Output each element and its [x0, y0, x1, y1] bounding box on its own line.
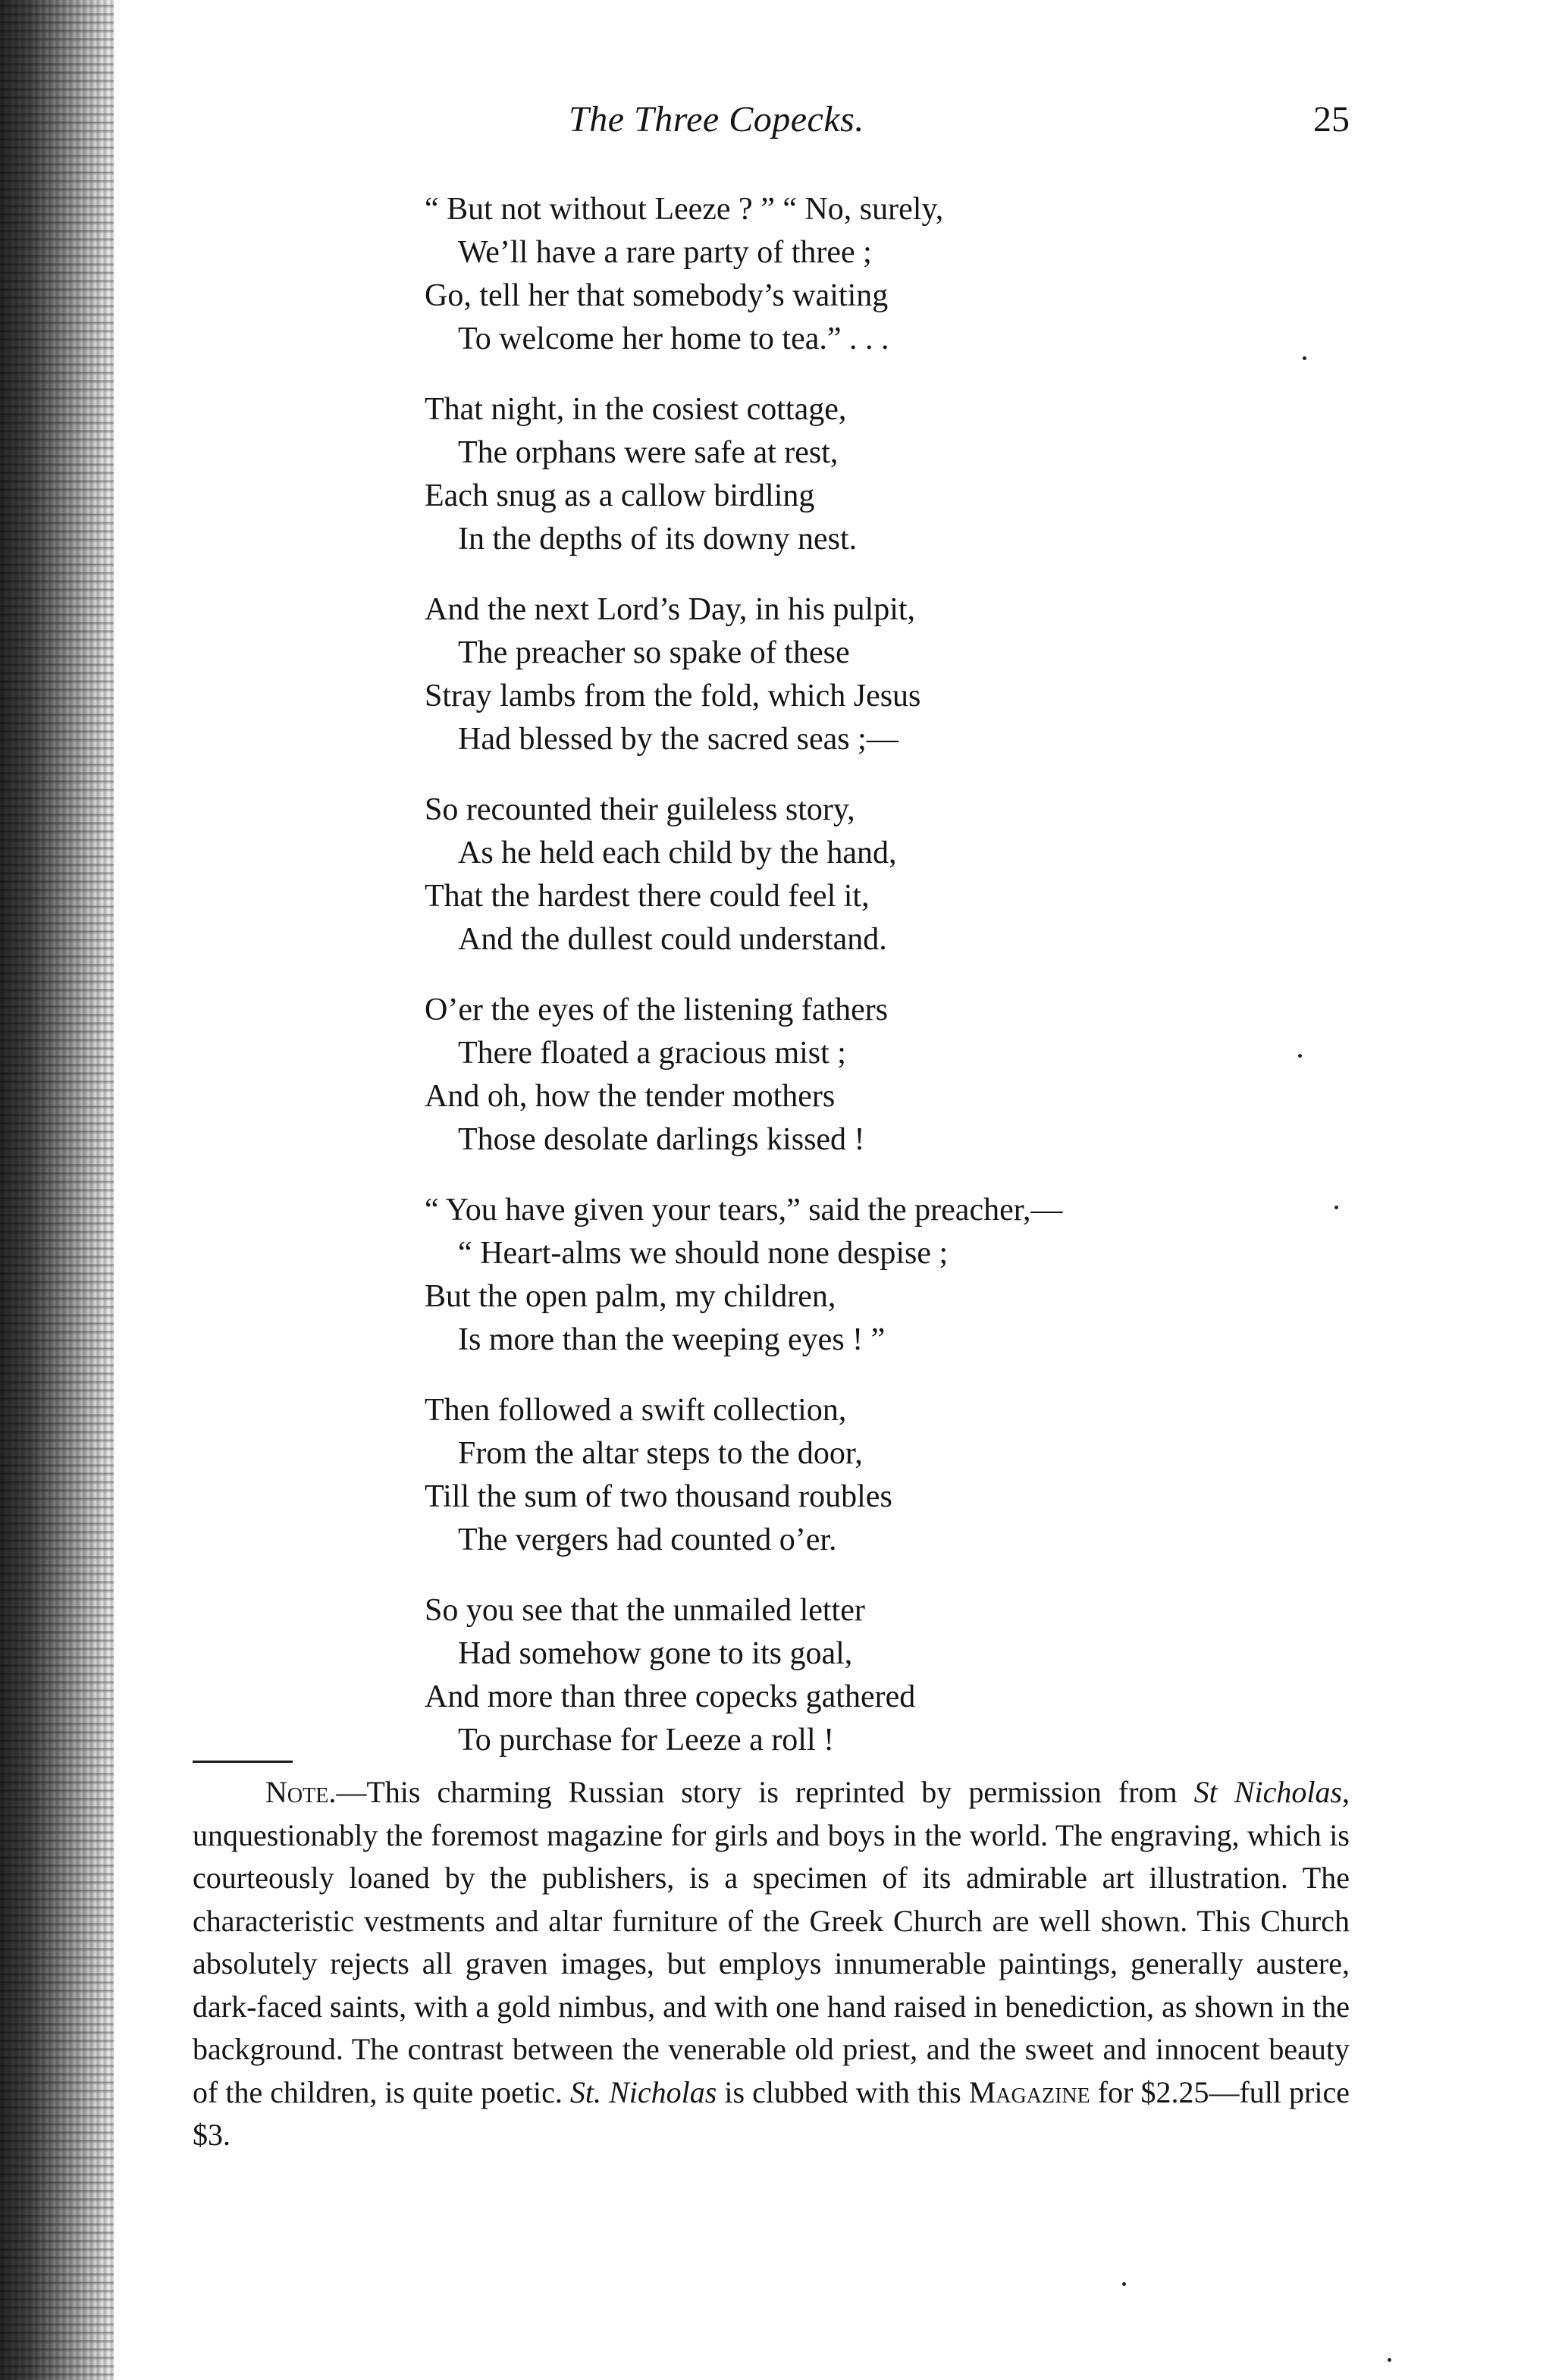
stanza: [425, 1189, 1380, 1362]
poem-line: From the altar steps to the door,: [458, 1436, 863, 1471]
footnote-text: , unquestionably the foremost magazine for girls and boys in the world. The engraving, which is courteously loaned by the publishers, is a specimen of its admirable art illustration. The characteristic vestments and altar furniture of the Greek Church are well shown. This Church absolutely rejects all graven images, but employs innumerable paintings, generally austere, dark-faced saints, with a gold nimbus, and with one hand raised in benediction, as shown in the background. The contrast between the venerable old priest, and the sweet and innocent beauty of the children, is quite poetic.: [193, 1775, 1350, 2109]
poem-line: And the next Lord’s Day, in his pulpit,: [425, 592, 916, 627]
page-header: [425, 99, 1350, 152]
poem-line: Stray lambs from the fold, which Jesus: [425, 679, 921, 713]
poem-line: The orphans were safe at rest,: [458, 435, 839, 470]
page-binding-edge: [0, 0, 114, 2380]
poem-line: The preacher so spake of these: [458, 635, 850, 670]
print-speck: [1388, 2358, 1391, 2362]
footnote-rule: [193, 1761, 293, 1763]
print-speck: [1334, 1206, 1338, 1209]
stanza: [425, 188, 1380, 361]
poem-line: “ You have given your tears,” said the preacher,—: [425, 1193, 1063, 1228]
poem-line: “ Heart-alms we should none despise ;: [458, 1236, 949, 1271]
poem-line: Had somehow gone to its goal,: [458, 1636, 853, 1671]
poem-line: And oh, how the tender mothers: [425, 1079, 836, 1114]
stanza: [425, 789, 1380, 961]
poem-line: As he held each child by the hand,: [458, 836, 897, 870]
poem-line: And the dullest could understand.: [458, 922, 887, 957]
stanza: [425, 989, 1380, 1162]
magazine-title: St. Nicholas: [569, 2074, 717, 2109]
poem-line: We’ll have a rare party of three ;: [458, 235, 872, 270]
poem-line: So you see that the unmailed letter: [425, 1593, 865, 1628]
footnote-text: —This charming Russian story is reprinted by permission from: [336, 1775, 1194, 1809]
poem-line: O’er the eyes of the listening fathers: [425, 992, 889, 1027]
print-speck: [1122, 2282, 1126, 2286]
poem-line: That the hardest there could feel it,: [425, 879, 870, 914]
print-speck: [1303, 356, 1306, 360]
print-speck: [1298, 1054, 1302, 1058]
poem-body: [425, 188, 1380, 1789]
poem-line: And more than three copecks gathered: [425, 1679, 916, 1714]
stanza: [425, 1389, 1380, 1562]
poem-line: Till the sum of two thousand roubles: [425, 1479, 892, 1514]
stanza: [425, 588, 1380, 761]
footnote-label: Note.: [265, 1775, 337, 1809]
running-title: The Three Copecks.: [569, 99, 864, 140]
poem-line: Each snug as a callow birdling: [425, 478, 815, 513]
poem-line: There floated a gracious mist ;: [458, 1036, 846, 1071]
magazine-title: St Nicholas: [1193, 1775, 1343, 1809]
stanza: [425, 1589, 1380, 1762]
footnote-text: is clubbed with this: [717, 2074, 969, 2109]
poem-line: Go, tell her that somebody’s waiting: [425, 278, 889, 313]
footnote-text: for $2.25—full price $3.: [193, 2074, 1350, 2152]
poem-line: The vergers had counted o’er.: [458, 1522, 837, 1557]
poem-line: That night, in the cosiest cottage,: [425, 392, 847, 427]
page-number: 25: [1313, 99, 1350, 140]
poem-line: Then followed a swift collection,: [425, 1393, 847, 1428]
poem-line: Is more than the weeping eyes ! ”: [458, 1322, 886, 1357]
poem-line: Those desolate darlings kissed !: [458, 1122, 865, 1157]
poem-line: To welcome her home to tea.” . . .: [458, 321, 889, 356]
poem-line: To purchase for Leeze a roll !: [458, 1723, 835, 1758]
stanza: [425, 388, 1380, 561]
poem-line: Had blessed by the sacred seas ;—: [458, 722, 898, 757]
footnote: [193, 1771, 1350, 2157]
magazine-word: Magazine: [968, 2074, 1090, 2109]
poem-line: “ But not without Leeze ? ” “ No, surely,: [425, 192, 944, 227]
poem-line: In the depths of its downy nest.: [458, 522, 858, 557]
poem-line: But the open palm, my children,: [425, 1279, 836, 1314]
poem-line: So recounted their guileless story,: [425, 792, 855, 827]
